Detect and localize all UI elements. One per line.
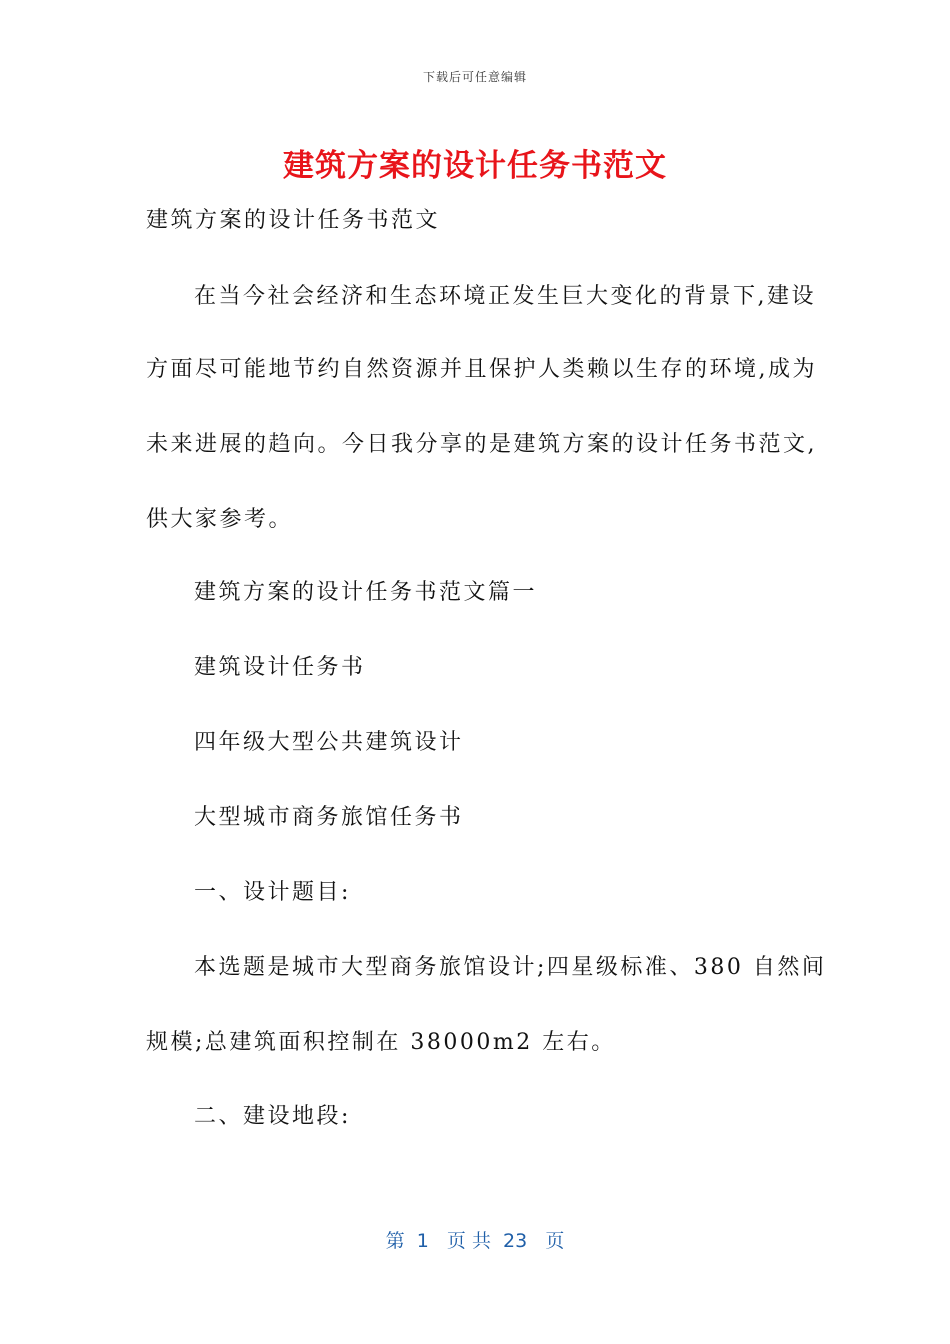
section-heading: 大型城市商务旅馆任务书 <box>194 805 464 830</box>
paragraph-line: 规模;总建筑面积控制在 38000m2 左右。 <box>146 1030 616 1055</box>
paragraph-line: 供大家参考。 <box>146 507 294 532</box>
header-note: 下载后可任意编辑 <box>422 70 527 84</box>
document-title: 建筑方案的设计任务书范文 <box>283 148 667 184</box>
document-subtitle: 建筑方案的设计任务书范文 <box>146 208 441 233</box>
section-heading: 建筑方案的设计任务书范文篇一 <box>194 580 538 605</box>
page-number-footer: 第 1 页 共 23 页 <box>385 1230 565 1252</box>
paragraph-line: 在当今社会经济和生态环境正发生巨大变化的背景下,建设 <box>194 284 816 309</box>
paragraph-line: 方面尽可能地节约自然资源并且保护人类赖以生存的环境,成为 <box>146 357 817 382</box>
section-heading: 四年级大型公共建筑设计 <box>194 730 464 755</box>
paragraph-line: 本选题是城市大型商务旅馆设计;四星级标准、380 自然间 <box>194 955 827 980</box>
section-heading: 二、建设地段: <box>194 1104 351 1129</box>
section-heading: 一、设计题目: <box>194 880 351 905</box>
paragraph-line: 未来进展的趋向。今日我分享的是建筑方案的设计任务书范文, <box>146 432 817 457</box>
section-heading: 建筑设计任务书 <box>194 655 366 680</box>
